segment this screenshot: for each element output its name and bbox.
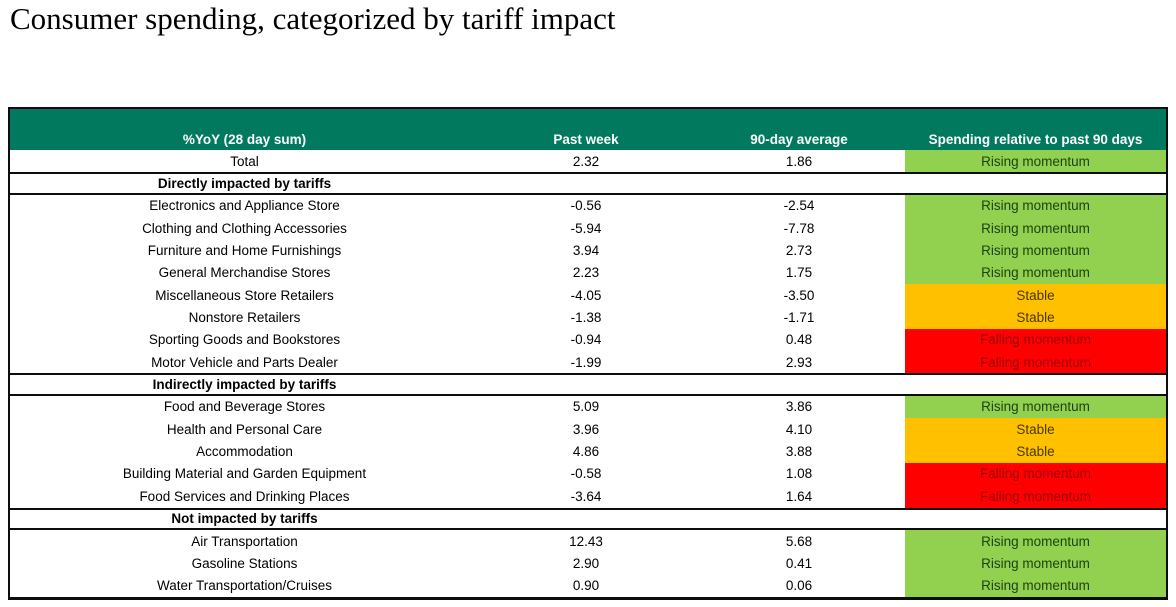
past-week-cell: 2.90	[572, 555, 600, 571]
column-header-spending-relative: Spending relative to past 90 days	[928, 132, 1143, 147]
status-cell: Stable	[905, 418, 1166, 440]
avg-90day-cell: -3.50	[783, 287, 815, 303]
column-header-category: %YoY (28 day sum)	[182, 132, 307, 147]
category-cell: Water Transportation/Cruises	[156, 578, 333, 594]
status-cell: Rising momentum	[905, 217, 1166, 239]
past-week-cell: -1.38	[570, 310, 602, 326]
category-cell: Health and Personal Care	[166, 421, 323, 437]
past-week-cell: -5.94	[570, 220, 602, 236]
table-header-row	[10, 109, 1166, 150]
table-row	[10, 195, 1166, 217]
category-cell: Nonstore Retailers	[188, 310, 301, 326]
past-week-cell: 3.96	[572, 421, 600, 437]
avg-90day-cell: -1.71	[783, 310, 815, 326]
past-week-cell: -4.05	[570, 287, 602, 303]
status-cell: Rising momentum	[905, 195, 1166, 217]
past-week-cell: -0.94	[570, 332, 602, 348]
status-cell: Stable	[905, 440, 1166, 462]
category-cell: Building Material and Garden Equipment	[122, 466, 367, 482]
avg-90day-cell	[693, 510, 905, 528]
status-cell	[905, 375, 1166, 393]
table-row	[10, 530, 1166, 552]
avg-90day-cell: -7.78	[783, 220, 815, 236]
avg-90day-cell: 3.86	[785, 399, 813, 415]
past-week-cell	[479, 174, 693, 192]
status-cell: Rising momentum	[905, 552, 1166, 574]
table-row	[10, 239, 1166, 261]
table-row	[10, 329, 1166, 351]
status-cell	[905, 174, 1166, 192]
table-row	[10, 150, 1166, 172]
status-cell: Stable	[905, 284, 1166, 306]
status-cell: Rising momentum	[905, 239, 1166, 261]
avg-90day-cell: 2.93	[785, 354, 813, 370]
table-row	[10, 262, 1166, 284]
column-header-90day-average: 90-day average	[750, 132, 848, 147]
past-week-cell: 3.94	[572, 243, 600, 259]
avg-90day-cell: 0.41	[785, 555, 813, 571]
avg-90day-cell: 1.86	[785, 153, 813, 169]
avg-90day-cell	[693, 375, 905, 393]
avg-90day-cell: 1.64	[785, 488, 813, 504]
category-cell: Sporting Goods and Bookstores	[148, 332, 341, 348]
category-cell: Clothing and Clothing Accessories	[142, 220, 347, 236]
avg-90day-cell: 1.75	[785, 265, 813, 281]
past-week-cell: -3.64	[570, 488, 602, 504]
avg-90day-cell: 3.88	[785, 444, 813, 460]
avg-90day-cell: 0.06	[785, 578, 813, 594]
past-week-cell: 2.23	[572, 265, 600, 281]
category-cell: Motor Vehicle and Parts Dealer	[151, 354, 338, 370]
category-cell: Miscellaneous Store Retailers	[155, 287, 334, 303]
status-cell: Falling momentum	[905, 485, 1166, 507]
table-row	[10, 306, 1166, 328]
category-cell: Food Services and Drinking Places	[139, 488, 350, 504]
page-title: Consumer spending, categorized by tariff impact	[10, 1, 616, 36]
avg-90day-cell: 1.08	[785, 466, 813, 482]
column-header-past-week: Past week	[553, 132, 619, 147]
avg-90day-cell: 2.73	[785, 243, 813, 259]
status-cell: Rising momentum	[905, 575, 1166, 597]
status-cell: Falling momentum	[905, 329, 1166, 351]
past-week-cell: 4.86	[572, 444, 600, 460]
past-week-cell: -0.58	[570, 466, 602, 482]
category-cell: Gasoline Stations	[191, 555, 298, 571]
table-row	[10, 440, 1166, 462]
past-week-cell: 5.09	[572, 399, 600, 415]
category-cell: Not impacted by tariffs	[171, 511, 318, 527]
status-cell: Falling momentum	[905, 463, 1166, 485]
avg-90day-cell: 0.48	[785, 332, 813, 348]
section-header-row	[10, 172, 1166, 194]
category-cell: Furniture and Home Furnishings	[147, 243, 342, 259]
table-row	[10, 485, 1166, 507]
status-cell: Rising momentum	[905, 150, 1166, 172]
past-week-cell	[479, 375, 693, 393]
status-cell: Rising momentum	[905, 396, 1166, 418]
category-cell: Electronics and Appliance Store	[149, 198, 340, 214]
avg-90day-cell: 4.10	[785, 421, 813, 437]
table-row	[10, 463, 1166, 485]
past-week-cell: 12.43	[569, 533, 603, 549]
avg-90day-cell: -2.54	[783, 198, 815, 214]
status-cell: Rising momentum	[905, 530, 1166, 552]
category-cell: Total	[230, 153, 259, 169]
past-week-cell: -0.56	[570, 198, 602, 214]
table-row	[10, 351, 1166, 373]
category-cell: Indirectly impacted by tariffs	[152, 377, 337, 393]
table-row	[10, 284, 1166, 306]
category-cell: General Merchandise Stores	[158, 265, 331, 281]
table-row	[10, 575, 1166, 597]
past-week-cell: 0.90	[572, 578, 600, 594]
table-row	[10, 418, 1166, 440]
table-row	[10, 217, 1166, 239]
status-cell: Falling momentum	[905, 351, 1166, 373]
status-cell: Stable	[905, 306, 1166, 328]
section-header-row	[10, 373, 1166, 395]
past-week-cell	[479, 510, 693, 528]
table-row	[10, 396, 1166, 418]
category-cell: Food and Beverage Stores	[163, 399, 326, 415]
status-cell	[905, 510, 1166, 528]
category-cell: Directly impacted by tariffs	[157, 176, 332, 192]
avg-90day-cell: 5.68	[785, 533, 813, 549]
section-header-row	[10, 508, 1166, 530]
table-body	[10, 150, 1166, 597]
status-cell: Rising momentum	[905, 262, 1166, 284]
category-cell: Accommodation	[196, 444, 293, 460]
table-row	[10, 552, 1166, 574]
past-week-cell: -1.99	[570, 354, 602, 370]
spending-table	[8, 107, 1168, 600]
category-cell: Air Transportation	[191, 533, 298, 549]
avg-90day-cell	[693, 174, 905, 192]
past-week-cell: 2.32	[572, 153, 600, 169]
